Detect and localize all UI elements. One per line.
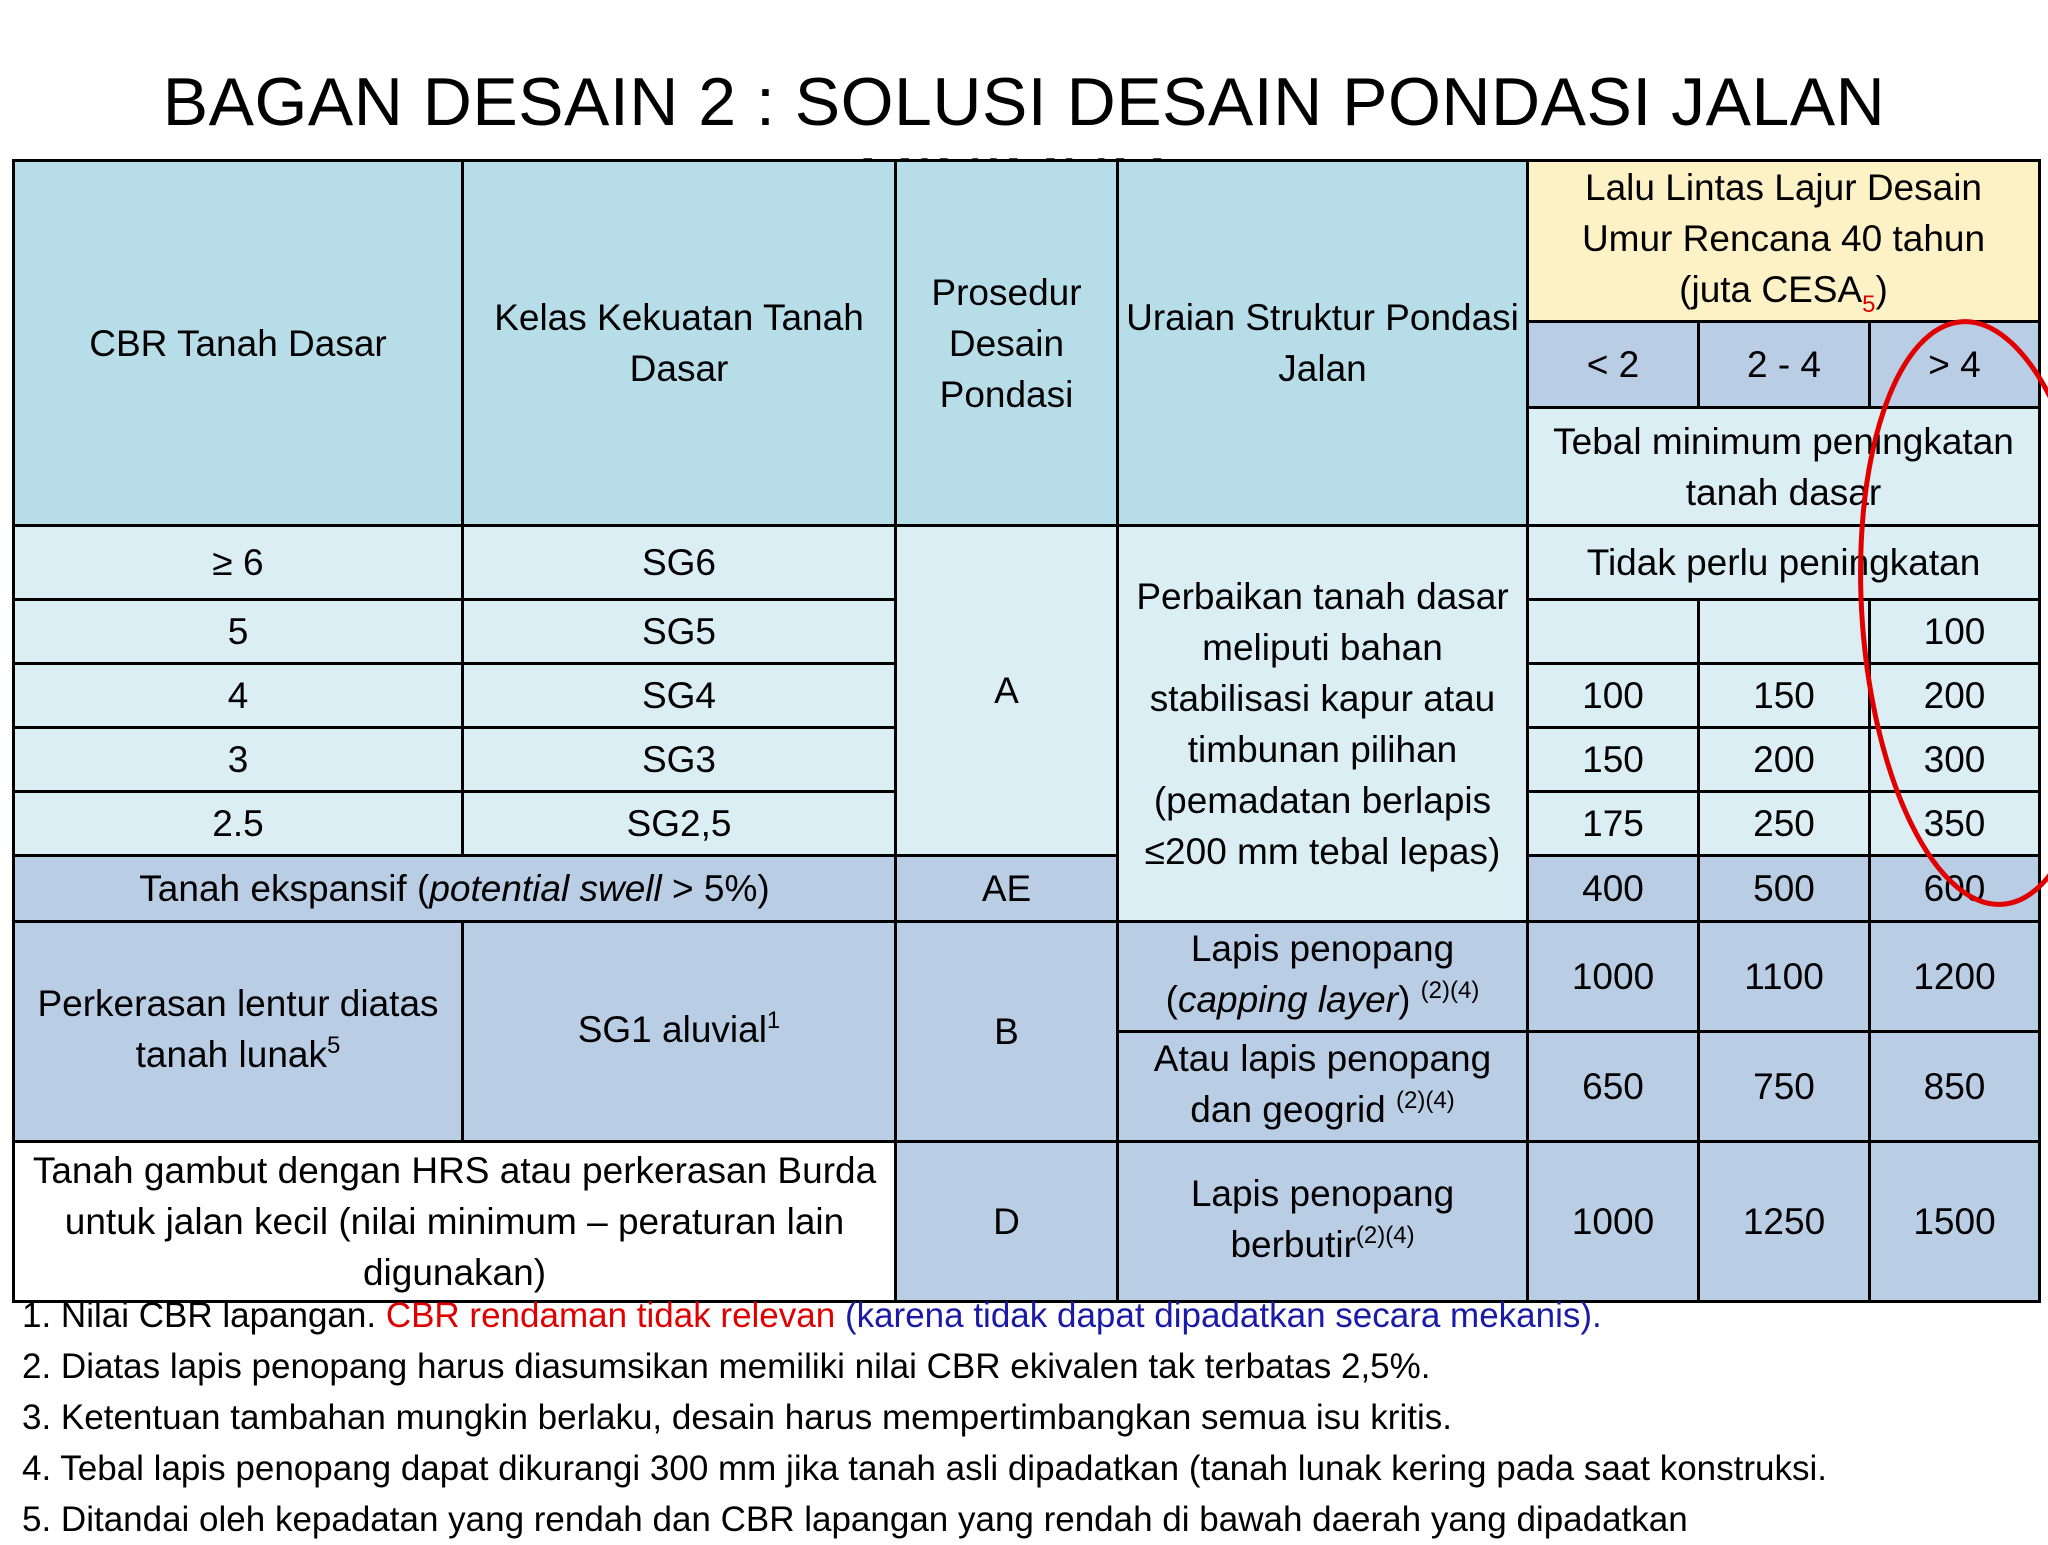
- footnote-2: 2. Diatas lapis penopang harus diasumsikan memiliki nilai CBR ekivalen tak terbatas 2,5%.: [22, 1347, 1431, 1386]
- value-cell: 100: [1870, 600, 2040, 664]
- gambut-uraian: Lapis penopang berbutir$^{(2)(4)}$: [1118, 1142, 1528, 1302]
- gambut-label: Tanah gambut dengan HRS atau perkerasan Burda untuk jalan kecil (nilai minimum – peraturan lain digunakan): [14, 1142, 896, 1302]
- uraian-a: Perbaikan tanah dasar meliputi bahan stabilisasi kapur atau timbunan pilihan (pemadatan berlapis ≤200 mm tebal lepas): [1118, 526, 1528, 922]
- traffic-line-2: Umur Rencana 40 tahun: [1581, 218, 1986, 259]
- value-cell: 200: [1699, 728, 1870, 792]
- col-header-gt4: > 4: [1870, 322, 2040, 408]
- value-cell: 175: [1528, 792, 1699, 856]
- value-cell: 400: [1528, 856, 1699, 922]
- value-cell: 100: [1528, 664, 1699, 728]
- header-traffic: [1528, 161, 2040, 322]
- value-cell: 150: [1528, 728, 1699, 792]
- footnotes: [22, 1290, 2032, 1545]
- kelas-cell: SG2,5: [463, 792, 896, 856]
- col-header-lt2: < 2: [1528, 322, 1699, 408]
- cbr-cell: 5: [14, 600, 463, 664]
- value-cell: 250: [1699, 792, 1870, 856]
- value-cell: 350: [1870, 792, 2040, 856]
- prosedur-a: A: [896, 526, 1118, 856]
- lunak-label: Perkerasan lentur diatas tanah lunak$^5$: [14, 922, 463, 1142]
- value-cell: 750: [1699, 1032, 1870, 1142]
- value-cell: 1200: [1870, 922, 2040, 1032]
- footnote-3: 3. Ketentuan tambahan mungkin berlaku, desain harus mempertimbangkan semua isu kritis.: [22, 1398, 1452, 1437]
- cbr-cell: 2.5: [14, 792, 463, 856]
- prosedur-d: D: [896, 1142, 1118, 1302]
- value-cell: 1000: [1528, 922, 1699, 1032]
- cbr-cell: ≥ 6: [14, 526, 463, 600]
- value-cell-empty: [1528, 600, 1699, 664]
- lunak-kelas: SG1 aluvial$^1$: [463, 922, 896, 1142]
- kelas-cell: SG3: [463, 728, 896, 792]
- page-title: BAGAN DESAIN 2 : SOLUSI DESAIN PONDASI JALAN: [0, 62, 2048, 222]
- header-kelas: Kelas Kekuatan Tanah Dasar: [463, 161, 896, 526]
- ekspansif-label: Tanah ekspansif (potential swell > 5%): [14, 856, 896, 922]
- value-cell: 1000: [1528, 1142, 1699, 1302]
- cbr-cell: 4: [14, 664, 463, 728]
- value-cell: 200: [1870, 664, 2040, 728]
- tidak-perlu-cell: Tidak perlu peningkatan: [1528, 526, 2040, 600]
- value-cell: 150: [1699, 664, 1870, 728]
- col-header-2to4: 2 - 4: [1699, 322, 1870, 408]
- footnote-1: 1. Nilai CBR lapangan. CBR rendaman tidak relevan (karena tidak dapat dipadatkan secara mekanis).: [22, 1296, 1602, 1335]
- design-chart-table: [12, 159, 2041, 1303]
- header-tebal: Tebal minimum peningkatan tanah dasar: [1528, 408, 2040, 526]
- footnote-4: 4. Tebal lapis penopang dapat dikurangi 300 mm jika tanah asli dipadatkan (tanah lunak kering pada saat konstruksi.: [22, 1449, 1827, 1488]
- value-cell-empty: [1699, 600, 1870, 664]
- header-cbr: CBR Tanah Dasar: [14, 161, 463, 526]
- prosedur-ae: AE: [896, 856, 1118, 922]
- kelas-cell: SG4: [463, 664, 896, 728]
- value-cell: 1100: [1699, 922, 1870, 1032]
- value-cell: 500: [1699, 856, 1870, 922]
- value-cell: 300: [1870, 728, 2040, 792]
- value-cell: 1500: [1870, 1142, 2040, 1302]
- cbr-cell: 3: [14, 728, 463, 792]
- prosedur-b: B: [896, 922, 1118, 1142]
- kelas-cell: SG5: [463, 600, 896, 664]
- traffic-line-1: Lalu Lintas Lajur Desain: [1585, 167, 1982, 208]
- traffic-line-3: (juta $CESA_5$): [1679, 269, 1888, 318]
- capping-cell: Lapis penopang (capping layer) $^{(2)(4)}$: [1118, 922, 1528, 1032]
- value-cell: 850: [1870, 1032, 2040, 1142]
- geogrid-cell: Atau lapis penopang dan geogrid $^{(2)(4)}$: [1118, 1032, 1528, 1142]
- header-uraian: Uraian Struktur Pondasi Jalan: [1118, 161, 1528, 526]
- value-cell: 650: [1528, 1032, 1699, 1142]
- kelas-cell: SG6: [463, 526, 896, 600]
- footnote-5: 5. Ditandai oleh kepadatan yang rendah dan CBR lapangan yang rendah di bawah daerah yang dipadatkan: [22, 1500, 1688, 1539]
- header-prosedur: Prosedur Desain Pondasi: [896, 161, 1118, 526]
- value-cell: 600: [1870, 856, 2040, 922]
- value-cell: 1250: [1699, 1142, 1870, 1302]
